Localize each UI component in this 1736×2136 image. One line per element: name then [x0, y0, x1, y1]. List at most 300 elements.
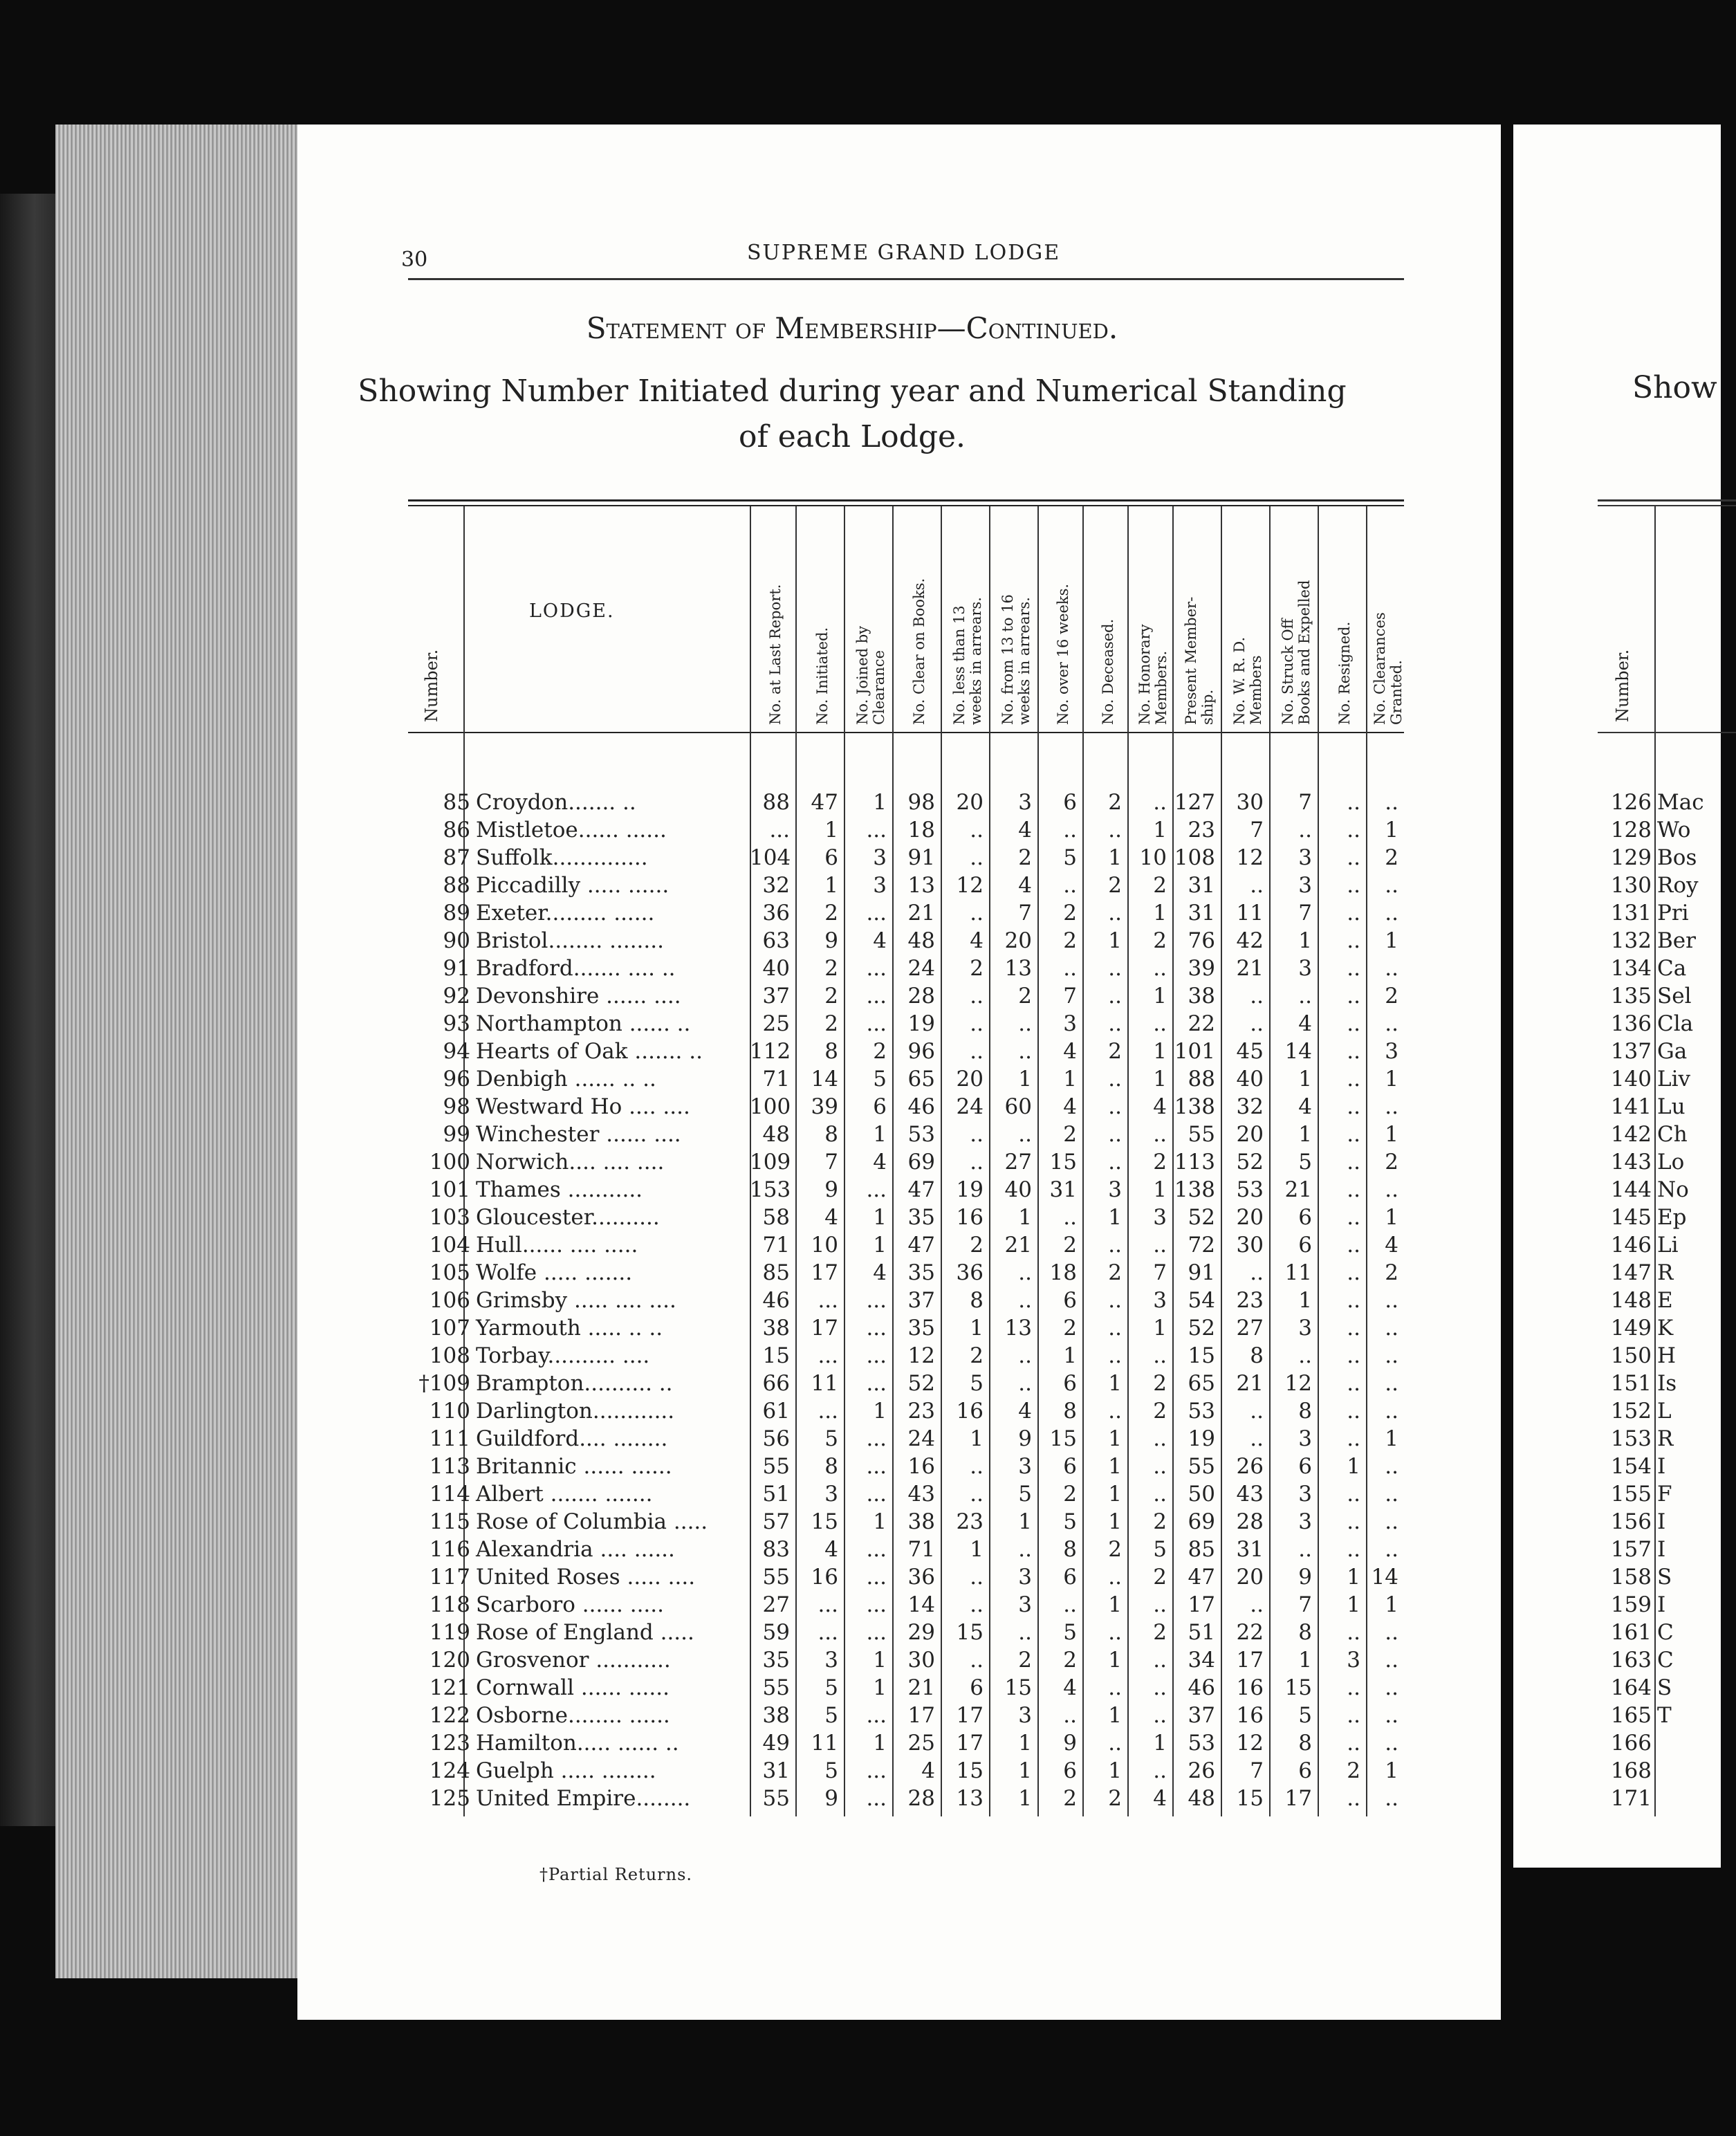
value-cell: .. [1018, 1537, 1032, 1562]
lodge-number: 111 [429, 1426, 470, 1451]
table-row [0, 789, 1452, 816]
value-cell: 10 [811, 1233, 838, 1258]
value-cell: 63 [762, 928, 790, 953]
value-cell: 46 [762, 1288, 790, 1313]
lodge-number: 123 [429, 1731, 470, 1756]
value-cell: 5 [1063, 845, 1077, 870]
value-cell: 1 [1347, 1454, 1360, 1479]
value-cell: 3 [1063, 1011, 1077, 1036]
lodge-number: 163 [1610, 1648, 1652, 1673]
value-cell: .. [1385, 1731, 1398, 1756]
value-cell: 104 [750, 845, 791, 870]
value-cell: 4 [1298, 1011, 1312, 1036]
value-cell: 1 [1108, 1592, 1122, 1617]
table-row [0, 1176, 1452, 1204]
value-cell: .. [1153, 1592, 1167, 1617]
value-cell: 6 [1063, 1288, 1077, 1313]
lodge-number: 131 [1610, 901, 1652, 926]
value-cell: 7 [824, 1150, 838, 1175]
value-cell: .. [1385, 1786, 1398, 1811]
table-row [0, 1314, 1452, 1342]
value-cell: .. [1347, 901, 1360, 926]
value-cell: 4 [1063, 1094, 1077, 1119]
value-cell: 76 [1188, 928, 1215, 953]
next-page-row [1570, 1591, 1665, 1619]
value-cell: .. [1347, 1205, 1360, 1230]
value-cell: .. [1018, 1343, 1032, 1368]
lodge-name: Torbay.......... .... [476, 1343, 650, 1368]
value-cell: 2 [1153, 1150, 1167, 1175]
value-cell: 1 [1108, 1426, 1122, 1451]
column-header-11-line-1: No. W. R. D. [1231, 636, 1248, 725]
value-cell: 37 [762, 984, 790, 1009]
value-cell: .. [1347, 1371, 1360, 1396]
value-cell: 1 [1063, 1067, 1077, 1092]
lodge-name: Liv [1657, 1067, 1691, 1092]
value-cell: 14 [1371, 1565, 1398, 1590]
lodge-number: 134 [1610, 956, 1652, 981]
value-cell: 46 [907, 1094, 935, 1119]
value-cell: .. [1385, 1288, 1398, 1313]
value-cell: 6 [873, 1094, 887, 1119]
value-cell: ... [866, 1537, 887, 1562]
value-cell: .. [970, 1150, 984, 1175]
value-cell: 1 [1108, 845, 1122, 870]
value-cell: 14 [1284, 1039, 1312, 1064]
lodge-name: Hearts of Oak ....... .. [476, 1039, 703, 1064]
value-cell: .. [1153, 1122, 1167, 1147]
value-cell: 138 [1174, 1177, 1215, 1202]
value-cell: .. [1063, 956, 1077, 981]
value-cell: 5 [1153, 1537, 1167, 1562]
lodge-number: 149 [1610, 1316, 1652, 1341]
value-cell: 3 [1298, 845, 1312, 870]
value-cell: 1 [970, 1316, 984, 1341]
table-row [0, 1093, 1452, 1121]
value-cell: .. [1385, 1343, 1398, 1368]
lodge-name: E [1657, 1288, 1673, 1313]
value-cell: 1 [873, 1205, 887, 1230]
value-cell: 15 [1284, 1675, 1312, 1700]
next-page-row [1570, 1453, 1665, 1480]
lodge-name: Ch [1657, 1122, 1688, 1147]
value-cell: 8 [1063, 1537, 1077, 1562]
value-cell: 24 [907, 956, 935, 981]
value-cell: 54 [1188, 1288, 1215, 1313]
value-cell: 66 [762, 1371, 790, 1396]
value-cell: 12 [956, 873, 984, 898]
value-cell: 52 [1188, 1205, 1215, 1230]
value-cell: 11 [811, 1731, 838, 1756]
value-cell: 8 [970, 1288, 984, 1313]
value-cell: 51 [1188, 1620, 1215, 1645]
lodge-number: 103 [429, 1205, 470, 1230]
value-cell: 7 [1250, 1758, 1264, 1783]
value-cell: 37 [907, 1288, 935, 1313]
value-cell: 4 [1063, 1039, 1077, 1064]
value-cell: 23 [956, 1509, 984, 1534]
value-cell: 2 [824, 1011, 838, 1036]
lodge-name: No [1657, 1177, 1689, 1202]
value-cell: 7 [1298, 790, 1312, 815]
lodge-name: Ber [1657, 928, 1696, 953]
value-cell: .. [1347, 845, 1360, 870]
value-cell: 14 [907, 1592, 935, 1617]
table-row [0, 1757, 1452, 1785]
column-header-5-line-2: weeks in arrears. [968, 597, 984, 725]
value-cell: .. [1347, 1039, 1360, 1064]
value-cell: .. [970, 1648, 984, 1673]
column-header-9-line-2: Members. [1152, 650, 1170, 725]
lodge-number: 154 [1610, 1454, 1652, 1479]
value-cell: 7 [1250, 818, 1264, 843]
value-cell: 1 [873, 1233, 887, 1258]
value-cell: ... [866, 1482, 887, 1507]
lodge-number: 165 [1610, 1703, 1652, 1728]
value-cell: .. [1018, 1620, 1032, 1645]
lodge-number: 146 [1610, 1233, 1652, 1258]
value-cell: 17 [1188, 1592, 1215, 1617]
value-cell: 4 [1385, 1233, 1398, 1258]
statement-heading [0, 311, 1704, 345]
lodge-name: Albert ....... ....... [476, 1482, 653, 1507]
value-cell: 5 [873, 1067, 887, 1092]
value-cell: 1 [1108, 1371, 1122, 1396]
value-cell: .. [1153, 1454, 1167, 1479]
value-cell: 4 [1018, 818, 1032, 843]
value-cell: 17 [1236, 1648, 1264, 1673]
lodge-number: 110 [429, 1399, 470, 1424]
lodge-name: R [1657, 1426, 1674, 1451]
value-cell: 48 [762, 1122, 790, 1147]
value-cell: .. [1108, 1620, 1122, 1645]
value-cell: 47 [811, 790, 838, 815]
value-cell: .. [1347, 1482, 1360, 1507]
column-header-10-line-1: Present Member- [1183, 596, 1199, 725]
value-cell: .. [1347, 1177, 1360, 1202]
value-cell: 1 [873, 1509, 887, 1534]
value-cell: .. [1347, 984, 1360, 1009]
lodge-name: Scarboro ...... ..... [476, 1592, 664, 1617]
value-cell: 12 [1236, 845, 1264, 870]
value-cell: 2 [1108, 1260, 1122, 1285]
value-cell: 2 [1063, 1233, 1077, 1258]
value-cell: 31 [1049, 1177, 1077, 1202]
value-cell: 53 [1188, 1399, 1215, 1424]
lodge-name: S [1657, 1675, 1672, 1700]
next-page-row [1570, 1121, 1688, 1148]
value-cell: 30 [1236, 790, 1264, 815]
next-page-row [1570, 1093, 1686, 1121]
value-cell: 15 [1004, 1675, 1032, 1700]
value-cell: 8 [1298, 1399, 1312, 1424]
next-page-row [1570, 899, 1689, 927]
value-cell: .. [1385, 1620, 1398, 1645]
value-cell: .. [1153, 956, 1167, 981]
value-cell: .. [1347, 1011, 1360, 1036]
lodge-name: United Roses ..... .... [476, 1565, 696, 1590]
value-cell: 2 [1153, 873, 1167, 898]
value-cell: 18 [1049, 1260, 1077, 1285]
lodge-number: 171 [1610, 1786, 1652, 1811]
value-cell: 24 [907, 1426, 935, 1451]
value-cell: 58 [762, 1205, 790, 1230]
value-cell: 4 [824, 1537, 838, 1562]
value-cell: .. [1298, 818, 1312, 843]
value-cell: .. [1347, 1620, 1360, 1645]
table-row [0, 1729, 1452, 1757]
value-cell: 31 [1188, 873, 1215, 898]
value-cell: 15 [956, 1758, 984, 1783]
value-cell: 23 [1236, 1288, 1264, 1313]
value-cell: 48 [907, 928, 935, 953]
value-cell: 13 [1004, 956, 1032, 981]
value-cell: 13 [907, 873, 935, 898]
value-cell: 11 [1236, 901, 1264, 926]
value-cell: 3 [1018, 790, 1032, 815]
table-header-rule [408, 732, 1404, 733]
value-cell: .. [1250, 1260, 1264, 1285]
value-cell: 1 [1108, 1482, 1122, 1507]
value-cell: 2 [1108, 1039, 1122, 1064]
next-page-row [1570, 1259, 1673, 1287]
value-cell: 8 [1298, 1731, 1312, 1756]
value-cell: 2 [1108, 1786, 1122, 1811]
value-cell: 27 [1004, 1150, 1032, 1175]
value-cell: .. [970, 1122, 984, 1147]
value-cell: 1 [1385, 1205, 1398, 1230]
lodge-name: Winchester ...... .... [476, 1122, 681, 1147]
value-cell: .. [1108, 956, 1122, 981]
table-row [0, 1563, 1452, 1591]
value-cell: 5 [1298, 1150, 1312, 1175]
value-cell: 3 [1298, 1426, 1312, 1451]
next-page-row [1570, 1314, 1673, 1342]
next-page-row [1570, 844, 1697, 872]
value-cell: 1 [1298, 928, 1312, 953]
value-cell: .. [1108, 984, 1122, 1009]
lodge-number: 85 [443, 790, 470, 815]
value-cell: 6 [970, 1675, 984, 1700]
lodge-number: 156 [1610, 1509, 1652, 1534]
lodge-name: Cla [1657, 1011, 1694, 1036]
lodge-name: Roy [1657, 873, 1699, 898]
value-cell: .. [1063, 1703, 1077, 1728]
value-cell: .. [1347, 928, 1360, 953]
running-head: SUPREME GRAND LODGE [747, 241, 1061, 265]
lodge-name: K [1657, 1316, 1674, 1341]
value-cell: .. [1153, 1675, 1167, 1700]
table-row [0, 1121, 1452, 1148]
value-cell: .. [1385, 1399, 1398, 1424]
value-cell: 36 [907, 1565, 935, 1590]
value-cell: .. [1347, 873, 1360, 898]
lodge-name: Alexandria .... ...... [476, 1537, 675, 1562]
next-page-row [1570, 1342, 1676, 1370]
table-row [0, 1536, 1452, 1563]
value-cell: 2 [1063, 1786, 1077, 1811]
value-cell: .. [1385, 1648, 1398, 1673]
value-cell: .. [1108, 1565, 1122, 1590]
value-cell: 5 [824, 1703, 838, 1728]
value-cell: 55 [1188, 1454, 1215, 1479]
value-cell: .. [1385, 1675, 1398, 1700]
value-cell: .. [1347, 1675, 1360, 1700]
lodge-name: Britannic ...... ...... [476, 1454, 672, 1479]
lodge-number: 150 [1610, 1343, 1652, 1368]
value-cell: ... [866, 984, 887, 1009]
value-cell: .. [970, 1011, 984, 1036]
value-cell: 112 [750, 1039, 791, 1064]
value-cell: 1 [1108, 1703, 1122, 1728]
value-cell: 15 [811, 1509, 838, 1534]
column-header-12-line-1: No. Struck Off [1280, 618, 1296, 725]
value-cell: .. [1108, 1094, 1122, 1119]
value-cell: 1 [1385, 1758, 1398, 1783]
lodge-name: United Empire........ [476, 1786, 691, 1811]
value-cell: ... [866, 1592, 887, 1617]
value-cell: 4 [873, 1150, 887, 1175]
value-cell: .. [1108, 1011, 1122, 1036]
value-cell: 60 [1004, 1094, 1032, 1119]
value-cell: 17 [1284, 1786, 1312, 1811]
next-page-row [1570, 1287, 1673, 1314]
value-cell: 2 [824, 984, 838, 1009]
lodge-number: 151 [1610, 1371, 1652, 1396]
value-cell: 9 [1018, 1426, 1032, 1451]
next-page-row [1570, 1702, 1672, 1729]
next-page-row [1570, 1646, 1674, 1674]
value-cell: .. [1063, 818, 1077, 843]
value-cell: 1 [1385, 818, 1398, 843]
next-page-row [1570, 1785, 1657, 1812]
value-cell: 2 [1347, 1758, 1360, 1783]
lodge-number: 142 [1610, 1122, 1652, 1147]
value-cell: 7 [1153, 1260, 1167, 1285]
value-cell: 38 [762, 1316, 790, 1341]
value-cell: 18 [907, 818, 935, 843]
value-cell: .. [1018, 1260, 1032, 1285]
value-cell: 15 [1188, 1343, 1215, 1368]
value-cell: 5 [824, 1758, 838, 1783]
value-cell: 1 [873, 1399, 887, 1424]
table-row [0, 1646, 1452, 1674]
value-cell: .. [1250, 1426, 1264, 1451]
value-cell: .. [1347, 1233, 1360, 1258]
value-cell: 20 [1004, 928, 1032, 953]
value-cell: 1 [1153, 984, 1167, 1009]
value-cell: 3 [824, 1482, 838, 1507]
value-cell: .. [970, 984, 984, 1009]
value-cell: .. [970, 1592, 984, 1617]
value-cell: 98 [907, 790, 935, 815]
table-row [0, 927, 1452, 955]
lodge-number: 113 [429, 1454, 470, 1479]
value-cell: 3 [1298, 1509, 1312, 1534]
column-header-14-line-2: Granted. [1387, 660, 1405, 725]
value-cell: 16 [956, 1205, 984, 1230]
value-cell: .. [1108, 1343, 1122, 1368]
value-cell: 1 [1298, 1067, 1312, 1092]
value-cell: 5 [1298, 1703, 1312, 1728]
value-cell: 4 [1153, 1786, 1167, 1811]
lodge-number: 120 [429, 1648, 470, 1673]
value-cell: 17 [811, 1260, 838, 1285]
value-cell: 37 [1188, 1703, 1215, 1728]
value-cell: ... [866, 1426, 887, 1451]
value-cell: 15 [1049, 1426, 1077, 1451]
value-cell: 32 [762, 873, 790, 898]
value-cell: 4 [1018, 1399, 1032, 1424]
value-cell: 83 [762, 1537, 790, 1562]
lodge-name: Guelph ..... ........ [476, 1758, 656, 1783]
value-cell: 2 [970, 1233, 984, 1258]
value-cell: 96 [907, 1039, 935, 1064]
value-cell: 48 [1188, 1786, 1215, 1811]
lodge-number: 147 [1610, 1260, 1652, 1285]
lodge-name: Ga [1657, 1039, 1688, 1064]
value-cell: 27 [1236, 1316, 1264, 1341]
value-cell: 3 [1018, 1454, 1032, 1479]
next-page-row [1570, 955, 1686, 982]
table-row [0, 1480, 1452, 1508]
value-cell: 1 [1347, 1565, 1360, 1590]
table-row [0, 899, 1452, 927]
next-page-row [1570, 1065, 1690, 1093]
value-cell: ... [866, 1786, 887, 1811]
table-row [0, 1370, 1452, 1397]
value-cell: ... [866, 956, 887, 981]
value-cell: 2 [1153, 1399, 1167, 1424]
lodge-number: 132 [1610, 928, 1652, 953]
value-cell: 3 [1298, 1316, 1312, 1341]
value-cell: ... [866, 1343, 887, 1368]
value-cell: 40 [762, 956, 790, 981]
value-cell: .. [1153, 1011, 1167, 1036]
value-cell: 36 [956, 1260, 984, 1285]
value-cell: .. [970, 1039, 984, 1064]
value-cell: 49 [762, 1731, 790, 1756]
lodge-number: 141 [1610, 1094, 1652, 1119]
value-cell: 2 [824, 956, 838, 981]
value-cell: .. [1347, 818, 1360, 843]
next-page-heading-fragment: Show [1632, 370, 1717, 405]
value-cell: .. [1347, 1122, 1360, 1147]
next-page-row [1570, 872, 1699, 899]
column-header-4: No. Clear on Books. [911, 578, 927, 725]
lodge-number: †109 [418, 1371, 470, 1396]
lodge-name: Sel [1657, 984, 1692, 1009]
column-header-2: No. Initiated. [814, 627, 831, 725]
value-cell: 6 [1063, 790, 1077, 815]
lodge-name: H [1657, 1343, 1677, 1368]
value-cell: 57 [762, 1509, 790, 1534]
table-row [0, 1231, 1452, 1259]
value-cell: 17 [956, 1731, 984, 1756]
value-cell: 4 [970, 928, 984, 953]
lodge-number: 148 [1610, 1288, 1652, 1313]
next-page-row [1570, 1204, 1686, 1231]
value-cell: 85 [762, 1260, 790, 1285]
value-cell: 3 [1385, 1039, 1398, 1064]
value-cell: .. [1385, 1703, 1398, 1728]
value-cell: 3 [1298, 873, 1312, 898]
value-cell: 71 [762, 1233, 790, 1258]
value-cell: 4 [1018, 873, 1032, 898]
value-cell: 30 [1236, 1233, 1264, 1258]
value-cell: .. [1347, 1399, 1360, 1424]
lodge-number: 92 [443, 984, 470, 1009]
